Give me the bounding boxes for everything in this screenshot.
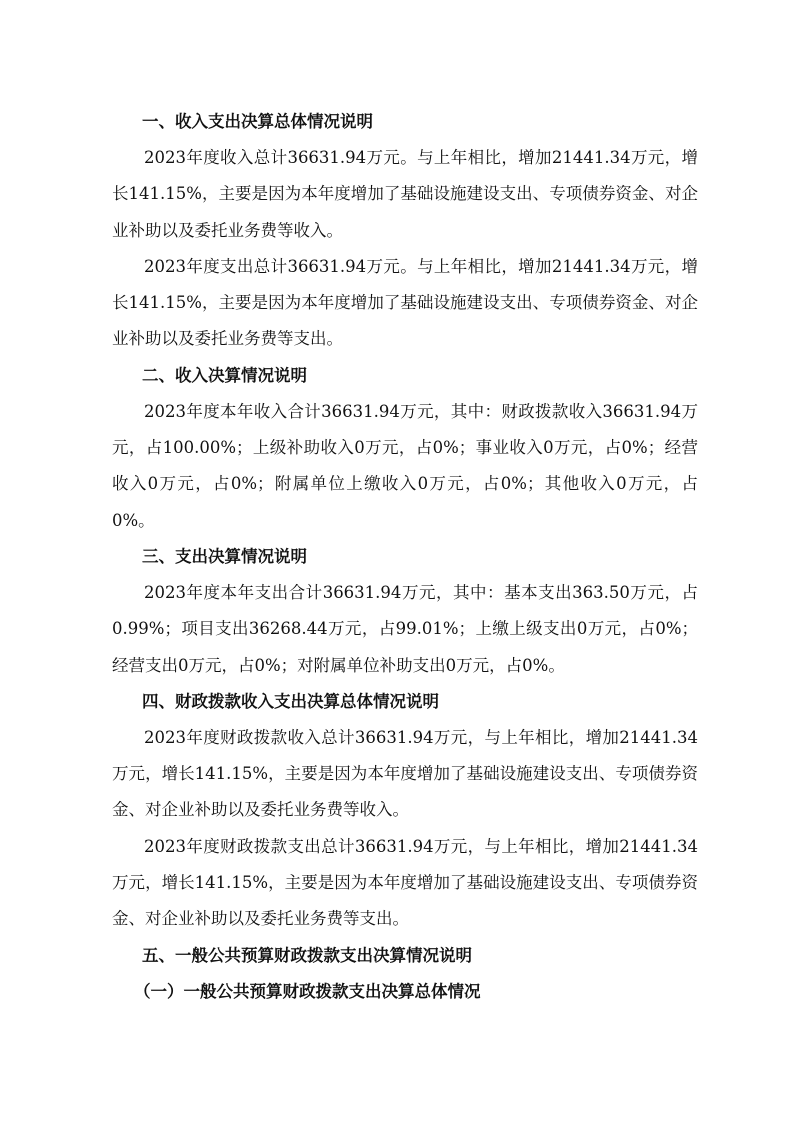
paragraph-expenditure-breakdown: 2023年度本年支出合计36631.94万元，其中：基本支出363.50万元，占0.99%；项目支出36268.44万元，占99.01%；上缴上级支出0万元，占0%；经营支出0万元，占0%；对附属单位补助支出0万元，占0%。 (112, 582, 698, 675)
subsection-heading: （一）一般公共预算财政拨款支出决算总体情况 (134, 981, 481, 1001)
section-expenditure-details (112, 539, 698, 684)
section-income-expenditure-overview (112, 104, 698, 358)
section-heading: 一、收入支出决算总体情况说明 (142, 112, 373, 131)
document-body (112, 104, 698, 1010)
section-heading: 二、收入决算情况说明 (142, 365, 307, 385)
paragraph-fiscal-expenditure: 2023年度财政拨款支出总计36631.94万元，与上年相比，增加21441.34万元，增长141.15%，主要是因为本年度增加了基础设施建设支出、专项债券资金、对企业补助以及委托业务费等支出。 (112, 836, 698, 929)
paragraph-fiscal-income: 2023年度财政拨款收入总计36631.94万元，与上年相比，增加21441.34万元，增长141.15%，主要是因为本年度增加了基础设施建设支出、专项债券资金、对企业补助以及委托业务费等收入。 (112, 727, 698, 820)
paragraph-income-breakdown: 2023年度本年收入合计36631.94万元，其中：财政拨款收入36631.94万元，占100.00%；上级补助收入0万元，占0%；事业收入0万元，占0%；经营收入0万元，占0%；附属单位上缴收入0万元，占0%；其他收入0万元，占0%。 (112, 401, 698, 530)
section-general-budget (112, 938, 698, 1010)
section-income-details (112, 358, 698, 539)
section-heading: 三、支出决算情况说明 (142, 546, 307, 566)
section-heading: 四、财政拨款收入支出决算总体情况说明 (142, 691, 439, 711)
section-heading: 五、一般公共预算财政拨款支出决算情况说明 (142, 945, 472, 965)
paragraph-total-income: 2023年度收入总计36631.94万元。与上年相比，增加21441.34万元，增长141.15%，主要是因为本年度增加了基础设施建设支出、专项债券资金、对企业补助以及委托业务费等收入。 (112, 148, 698, 240)
paragraph-total-expenditure: 2023年度支出总计36631.94万元。与上年相比，增加21441.34万元，增长141.15%，主要是因为本年度增加了基础设施建设支出、专项债券资金、对企业补助以及委托业务费等支出。 (112, 256, 698, 349)
section-fiscal-allocation-overview (112, 684, 698, 938)
